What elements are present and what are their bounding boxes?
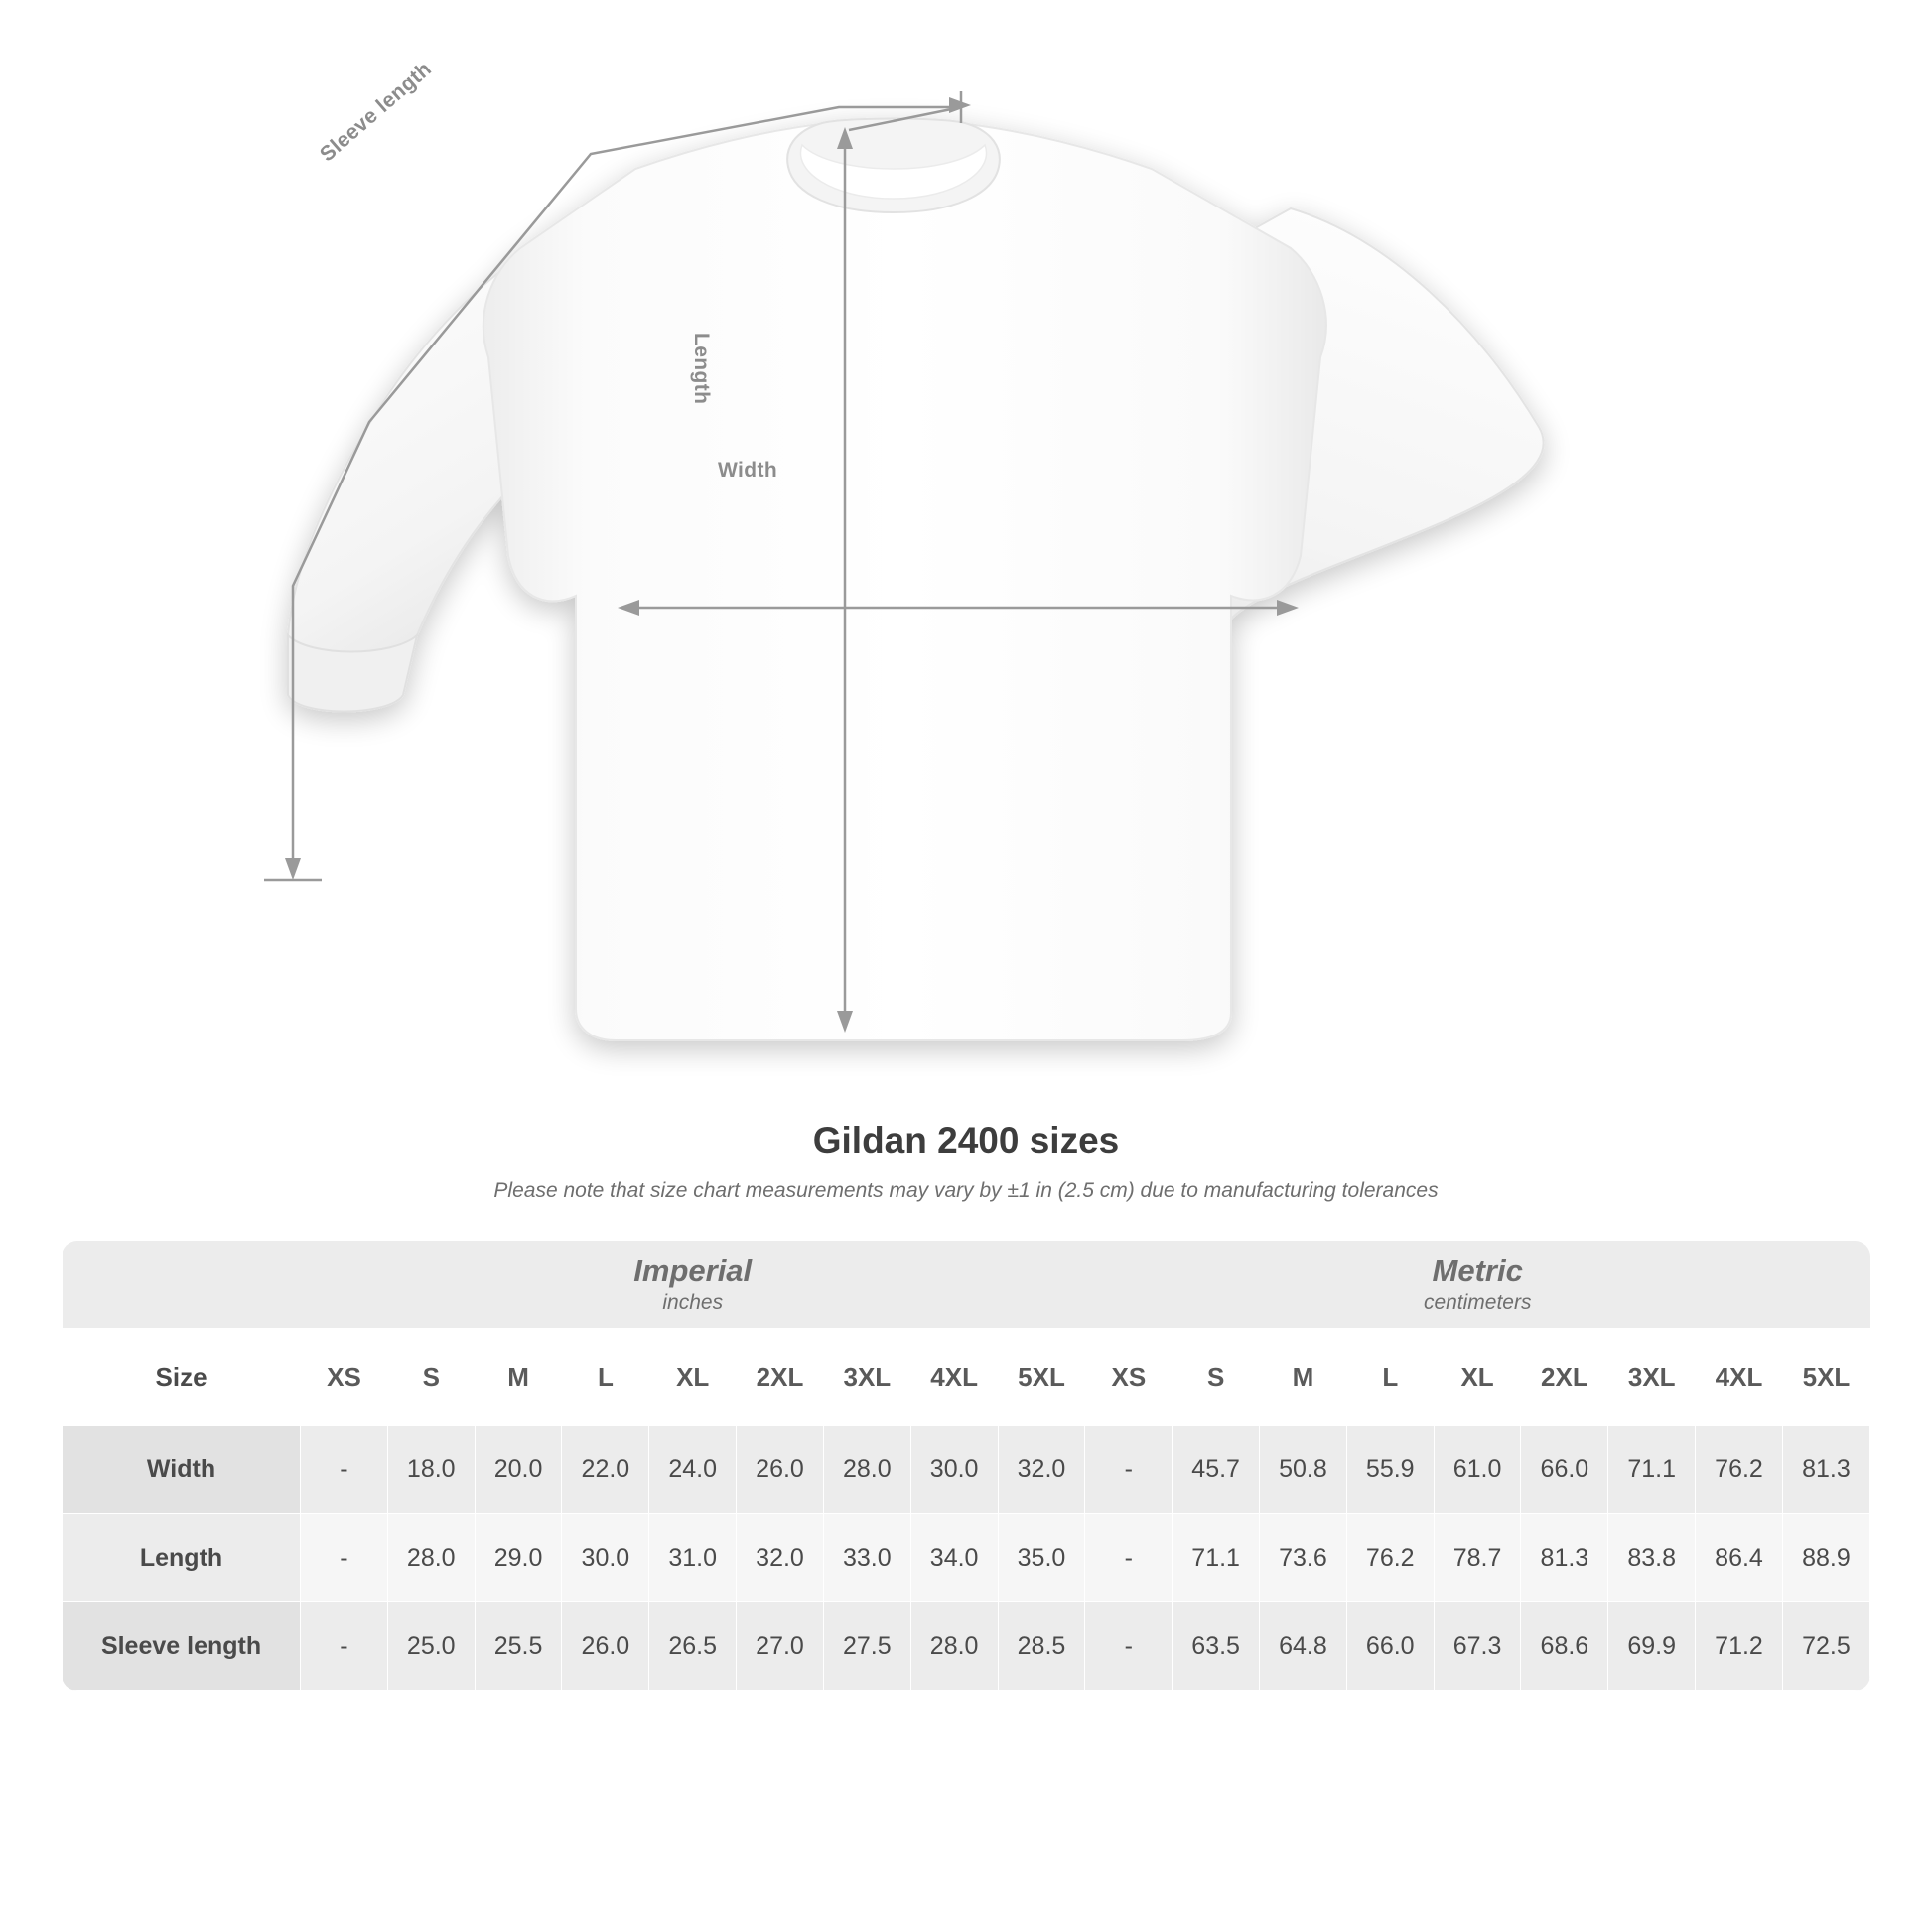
length-imperial-4xl: 34.0 xyxy=(910,1514,998,1602)
size-header-imperial-l: L xyxy=(562,1329,649,1426)
row-label-length: Length xyxy=(63,1514,301,1602)
size-header-row xyxy=(63,1329,1870,1426)
width-imperial-xs: - xyxy=(301,1426,388,1514)
width-metric-xs: - xyxy=(1085,1426,1173,1514)
length-metric-xs: - xyxy=(1085,1514,1173,1602)
size-header-imperial-3xl: 3XL xyxy=(823,1329,910,1426)
size-header-imperial-4xl: 4XL xyxy=(910,1329,998,1426)
size-header-imperial-xl: XL xyxy=(649,1329,737,1426)
sleeve-imperial-m: 25.5 xyxy=(475,1602,562,1691)
table-row-length xyxy=(63,1514,1870,1602)
size-header-metric-2xl: 2XL xyxy=(1521,1329,1608,1426)
width-imperial-3xl: 28.0 xyxy=(823,1426,910,1514)
title-block xyxy=(0,1120,1932,1203)
width-metric-xl: 61.0 xyxy=(1434,1426,1521,1514)
width-imperial-4xl: 30.0 xyxy=(910,1426,998,1514)
size-header-imperial-5xl: 5XL xyxy=(998,1329,1085,1426)
sleeve-metric-5xl: 72.5 xyxy=(1782,1602,1869,1691)
width-imperial-s: 18.0 xyxy=(387,1426,475,1514)
length-imperial-xl: 31.0 xyxy=(649,1514,737,1602)
size-header-metric-3xl: 3XL xyxy=(1608,1329,1696,1426)
size-header-metric-4xl: 4XL xyxy=(1696,1329,1783,1426)
width-metric-m: 50.8 xyxy=(1260,1426,1347,1514)
length-imperial-5xl: 35.0 xyxy=(998,1514,1085,1602)
size-header-metric-xl: XL xyxy=(1434,1329,1521,1426)
width-metric-5xl: 81.3 xyxy=(1782,1426,1869,1514)
size-header-metric-l: L xyxy=(1346,1329,1434,1426)
width-imperial-l: 22.0 xyxy=(562,1426,649,1514)
sleeve-metric-3xl: 69.9 xyxy=(1608,1602,1696,1691)
length-dimension-label: Length xyxy=(690,333,713,405)
unit-name-metric: Metric xyxy=(1432,1253,1523,1288)
tolerance-note: Please note that size chart measurements may vary by ±1 in (2.5 cm) due to manufacturing tolerances xyxy=(493,1179,1439,1202)
length-imperial-xs: - xyxy=(301,1514,388,1602)
sleeve-imperial-3xl: 27.5 xyxy=(823,1602,910,1691)
sleeve-imperial-s: 25.0 xyxy=(387,1602,475,1691)
length-metric-s: 71.1 xyxy=(1173,1514,1260,1602)
size-header-metric-m: M xyxy=(1260,1329,1347,1426)
width-imperial-5xl: 32.0 xyxy=(998,1426,1085,1514)
sleeve-length-dimension-label: Sleeve length xyxy=(316,57,437,167)
sleeve-metric-4xl: 71.2 xyxy=(1696,1602,1783,1691)
length-metric-xl: 78.7 xyxy=(1434,1514,1521,1602)
length-metric-m: 73.6 xyxy=(1260,1514,1347,1602)
length-metric-3xl: 83.8 xyxy=(1608,1514,1696,1602)
unit-sub-metric: centimeters xyxy=(1423,1290,1532,1313)
length-imperial-m: 29.0 xyxy=(475,1514,562,1602)
length-imperial-l: 30.0 xyxy=(562,1514,649,1602)
sleeve-metric-xs: - xyxy=(1085,1602,1173,1691)
size-header-imperial-xs: XS xyxy=(301,1329,388,1426)
sleeve-imperial-5xl: 28.5 xyxy=(998,1602,1085,1691)
size-table-wrapper xyxy=(62,1241,1870,1691)
width-metric-4xl: 76.2 xyxy=(1696,1426,1783,1514)
unit-name-imperial: Imperial xyxy=(633,1253,753,1288)
size-header-metric-s: S xyxy=(1173,1329,1260,1426)
length-metric-5xl: 88.9 xyxy=(1782,1514,1869,1602)
sleeve-imperial-xl: 26.5 xyxy=(649,1602,737,1691)
size-header-imperial-m: M xyxy=(475,1329,562,1426)
row-label-sleeve-length: Sleeve length xyxy=(63,1602,301,1691)
width-metric-s: 45.7 xyxy=(1173,1426,1260,1514)
size-header-imperial-2xl: 2XL xyxy=(737,1329,824,1426)
length-metric-l: 76.2 xyxy=(1346,1514,1434,1602)
sleeve-imperial-4xl: 28.0 xyxy=(910,1602,998,1691)
length-imperial-3xl: 33.0 xyxy=(823,1514,910,1602)
table-corner xyxy=(63,1241,301,1329)
width-imperial-xl: 24.0 xyxy=(649,1426,737,1514)
width-imperial-m: 20.0 xyxy=(475,1426,562,1514)
size-header-metric-5xl: 5XL xyxy=(1782,1329,1869,1426)
sleeve-imperial-xs: - xyxy=(301,1602,388,1691)
length-imperial-s: 28.0 xyxy=(387,1514,475,1602)
size-header-label: Size xyxy=(63,1329,301,1426)
table-row-sleeve-length xyxy=(63,1602,1870,1691)
table-row-width xyxy=(63,1426,1870,1514)
size-header-metric-xs: XS xyxy=(1085,1329,1173,1426)
width-metric-l: 55.9 xyxy=(1346,1426,1434,1514)
sleeve-metric-s: 63.5 xyxy=(1173,1602,1260,1691)
sleeve-metric-m: 64.8 xyxy=(1260,1602,1347,1691)
size-table xyxy=(62,1241,1870,1691)
unit-header-metric xyxy=(1085,1241,1870,1329)
sleeve-metric-xl: 67.3 xyxy=(1434,1602,1521,1691)
width-dimension-label: Width xyxy=(718,459,778,482)
width-metric-3xl: 71.1 xyxy=(1608,1426,1696,1514)
row-label-width: Width xyxy=(63,1426,301,1514)
sleeve-metric-l: 66.0 xyxy=(1346,1602,1434,1691)
length-imperial-2xl: 32.0 xyxy=(737,1514,824,1602)
length-metric-2xl: 81.3 xyxy=(1521,1514,1608,1602)
sleeve-metric-2xl: 68.6 xyxy=(1521,1602,1608,1691)
units-row xyxy=(63,1241,1870,1329)
width-imperial-2xl: 26.0 xyxy=(737,1426,824,1514)
unit-sub-imperial: inches xyxy=(662,1290,724,1313)
size-header-imperial-s: S xyxy=(387,1329,475,1426)
width-metric-2xl: 66.0 xyxy=(1521,1426,1608,1514)
length-metric-4xl: 86.4 xyxy=(1696,1514,1783,1602)
sleeve-imperial-l: 26.0 xyxy=(562,1602,649,1691)
sleeve-imperial-2xl: 27.0 xyxy=(737,1602,824,1691)
page-title: Gildan 2400 sizes xyxy=(812,1120,1120,1161)
unit-header-imperial xyxy=(301,1241,1085,1329)
